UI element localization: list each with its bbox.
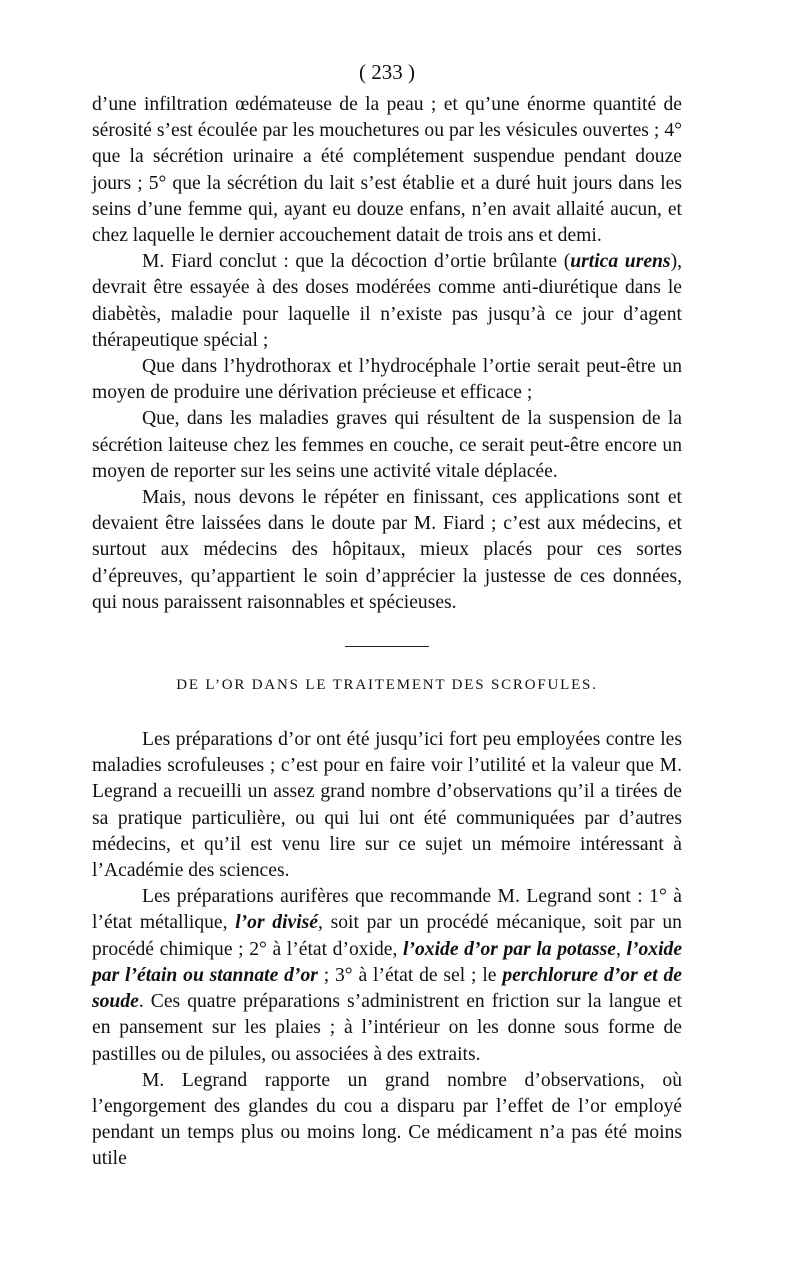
text-segment: ; 3° à l’état de sel ; le [317,964,503,986]
paragraph-conclusion: Mais, nous devons le répéter en finissant, ces applications sont et devaient être laissées dans le doute par M. Fiard ; c’est aux médecins, et surtout aux médecins des hôpitaux, mieux placés pour ces sortes d’épreuves, qu’appartient le soin d’apprécier la justesse de ces données, qui nous paraissent raisonnables et spécieuses. [92,487,682,613]
text-segment: , [616,938,627,960]
italic-term-or-divise: l’or divisé [235,912,318,934]
section-title: DE L’OR DANS LE TRAITEMENT DES SCROFULES. [176,677,598,694]
italic-term-oxide-potasse: l’oxide d’or par la potasse [403,938,616,960]
page-number: ( 233 ) [359,60,415,84]
text-segment: ), devrait être essayée à des doses modérées comme anti-diurétique dans le diabètès, maladie pour laquelle il n’existe pas jusqu’à ce jour d’agent thérapeutique spécial ; [92,251,682,351]
text-segment: , soit par un procédé mécanique, soit par un procédé chimique ; 2° à l’état d’oxide, [92,912,682,960]
paragraph-gold-preparations [92,884,682,1067]
paragraph-hydrothorax: Que dans l’hydrothorax et l’hydrocéphale l’ortie serait peut-être un moyen de produire une dérivation précieuse et efficace ; [92,356,682,404]
italic-term-perchlorure: perchlorure d’or et de soude [92,964,683,1013]
section-divider [345,646,429,647]
document-page [92,60,682,1173]
paragraph-gold-intro: Les préparations d’or ont été jusqu’ici fort peu employées contre les maladies scrofuleuses ; c’est pour en faire voir l’utilité et la valeur que M. Legrand a recueilli un assez grand nombre d’observations qu’il a tirées de sa pratique particulière, ou qui lui ont été communiquées par d’autres médecins, et qu’il est venu lire sur ce sujet un mémoire intéressant à l’Académie des sciences. [92,729,682,882]
text-segment: . Ces quatre préparations s’administrent en friction sur la langue et en pansement sur les plaies ; à l’intérieur on les donne sous forme de pastilles ou de pilules, ou associées à des extraits. [92,991,682,1065]
paragraph-secretion: Que, dans les maladies graves qui résultent de la suspension de la sécrétion laiteuse chez les femmes en couche, ce serait peut-être encore un moyen de reporter sur les seins une activité vitale déplacée. [92,408,682,482]
paragraph-fiard-conclusion [92,249,682,354]
paragraph-continuation: d’une infiltration œdémateuse de la peau ; et qu’une énorme quantité de sérosité s’est écoulée par les mouchetures ou par les vésicules ouvertes ; 4° que la sécrétion urinaire a été complétement suspendue pendant douze jours ; 5° que la sécrétion du lait s’est établie et a duré huit jours dans les seins d’une femme qui, ayant eu douze enfans, n’en avait allaité aucun, et chez laquelle le dernier accouchement datait de trois ans et demi. [92,94,682,247]
italic-term-stannate: l’oxide par l’étain ou stannate d’or [92,938,683,986]
text-segment: Les préparations aurifères que recommande M. Legrand sont : 1° à l’état métallique, [92,886,682,934]
text-segment: M. Fiard conclut : que la décoction d’ortie brûlante ( [142,251,571,273]
italic-term-urtica-urens: urtica urens [570,251,671,273]
paragraph-observations: M. Legrand rapporte un grand nombre d’observations, où l’engorgement des glandes du cou a disparu par l’effet de l’or employé pendant un temps plus ou moins long. Ce médicament n’a pas été moins utile [92,1069,682,1170]
